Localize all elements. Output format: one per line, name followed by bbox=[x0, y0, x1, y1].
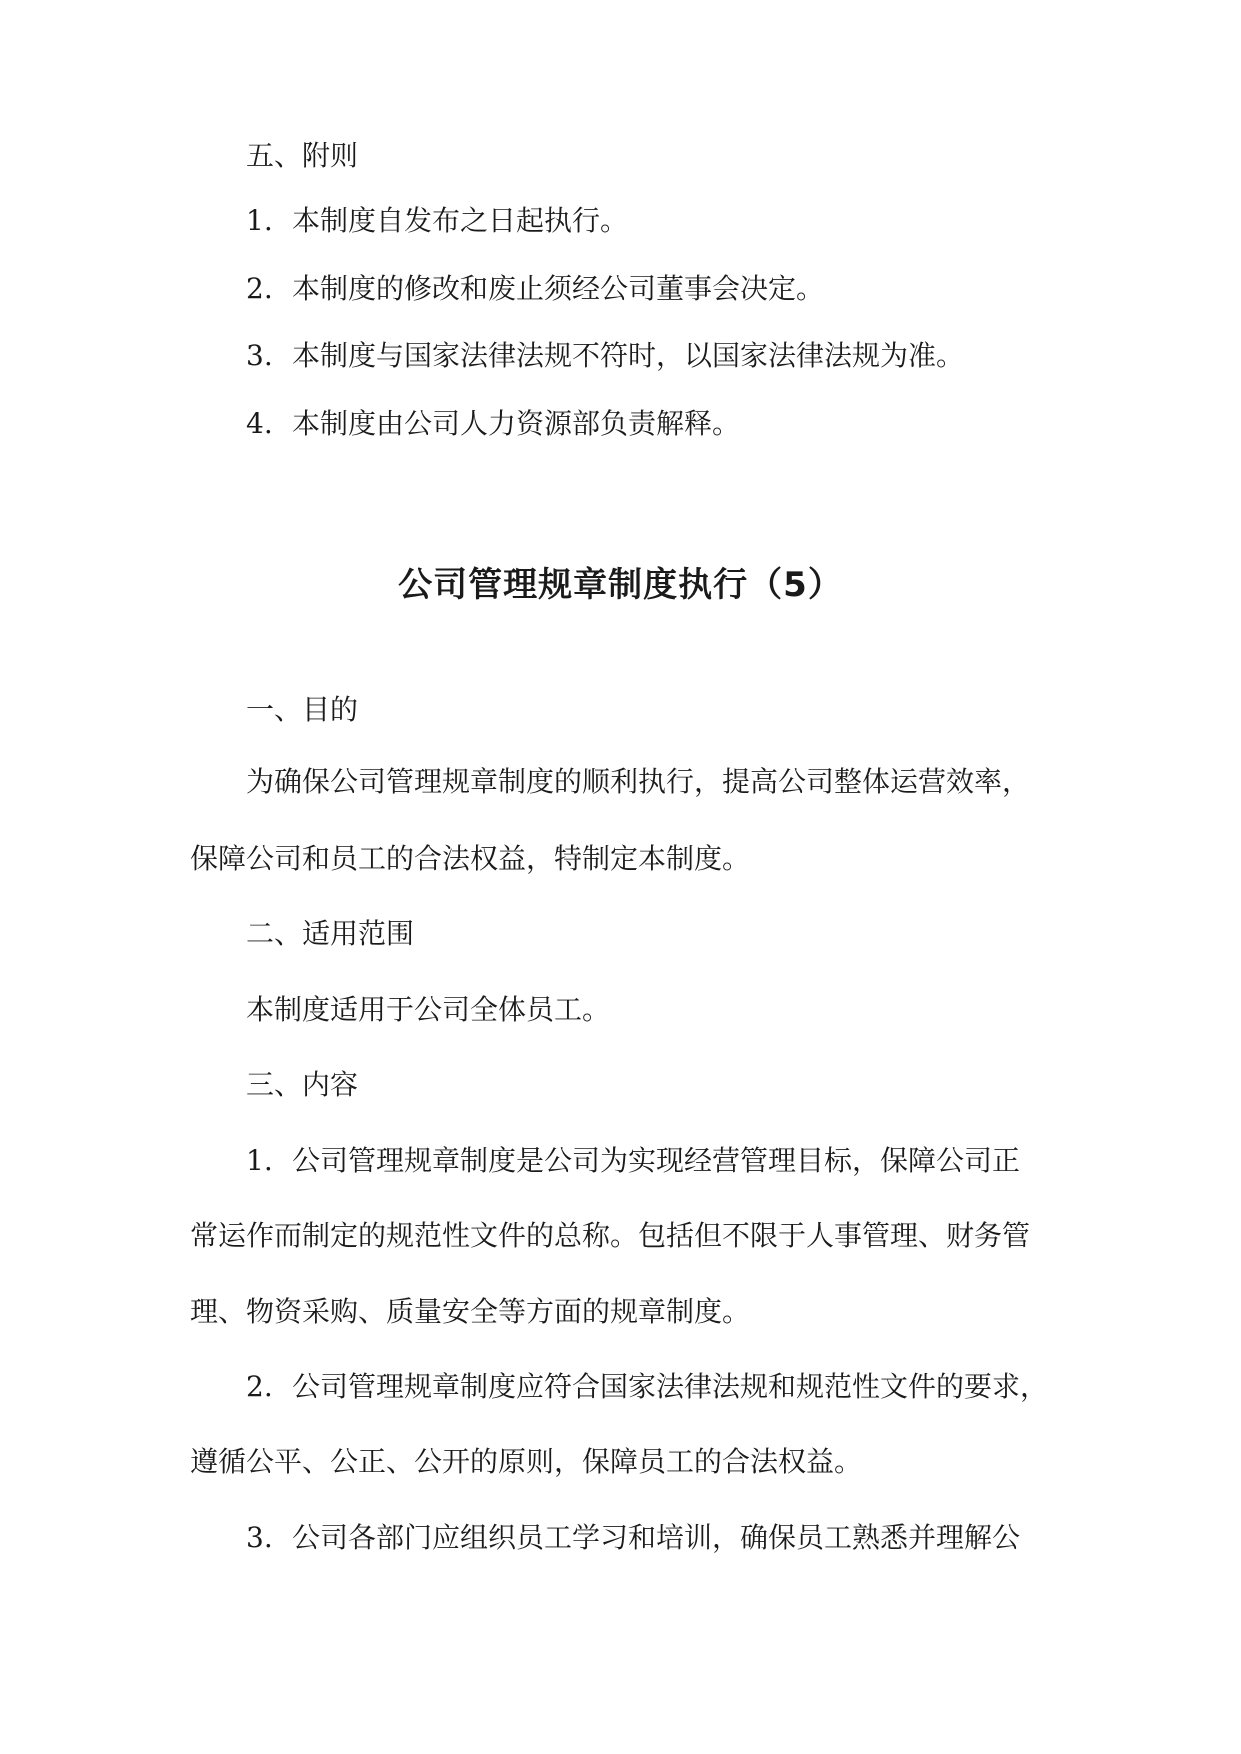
list-item-text: 本制度的修改和废止须经公司董事会决定。 bbox=[292, 272, 825, 305]
document-title: 公司管理规章制度执行（5） bbox=[398, 565, 843, 605]
paragraph-line: 遵循公平、公正、公开的原则，保障员工的合法权益。 bbox=[190, 1445, 863, 1478]
paragraph-line: 为确保公司管理规章制度的顺利执行，提高公司整体运营效率， bbox=[246, 765, 1031, 798]
list-item-number: 2. bbox=[246, 272, 273, 305]
section-heading-content: 三、内容 bbox=[246, 1068, 359, 1101]
list-item-number: 1. bbox=[246, 1144, 273, 1177]
paragraph-line: 理、物资采购、质量安全等方面的规章制度。 bbox=[190, 1295, 751, 1328]
list-item-text: 公司各部门应组织员工学习和培训，确保员工熟悉并理解公 bbox=[292, 1521, 1021, 1554]
paragraph-line: 常运作而制定的规范性文件的总称。包括但不限于人事管理、财务管 bbox=[190, 1219, 1031, 1252]
list-item bbox=[246, 1141, 1070, 1181]
list-item-number: 1. bbox=[246, 204, 273, 237]
list-item bbox=[246, 1367, 1070, 1407]
list-item-text: 本制度与国家法律法规不符时，以国家法律法规为准。 bbox=[292, 339, 965, 372]
list-item-text: 本制度由公司人力资源部负责解释。 bbox=[292, 407, 741, 440]
section-heading-purpose: 一、目的 bbox=[246, 693, 359, 726]
paragraph-line: 本制度适用于公司全体员工。 bbox=[246, 993, 611, 1026]
paragraph-line: 保障公司和员工的合法权益，特制定本制度。 bbox=[190, 842, 751, 875]
list-item-text: 公司管理规章制度应符合国家法律法规和规范性文件的要求， bbox=[292, 1370, 1049, 1403]
list-item-text: 公司管理规章制度是公司为实现经营管理目标，保障公司正 bbox=[292, 1144, 1021, 1177]
list-item bbox=[246, 1518, 1070, 1558]
list-item bbox=[246, 336, 1070, 376]
list-item-number: 4. bbox=[246, 407, 273, 440]
list-item bbox=[246, 269, 1070, 309]
list-item-number: 2. bbox=[246, 1370, 273, 1403]
list-item-number: 3. bbox=[246, 1521, 273, 1554]
list-item bbox=[246, 201, 1070, 241]
list-item-text: 本制度自发布之日起执行。 bbox=[292, 204, 629, 237]
list-item bbox=[246, 404, 1070, 444]
list-item-number: 3. bbox=[246, 339, 273, 372]
section-heading-appendix: 五、附则 bbox=[246, 139, 359, 172]
section-heading-scope: 二、适用范围 bbox=[246, 917, 415, 950]
